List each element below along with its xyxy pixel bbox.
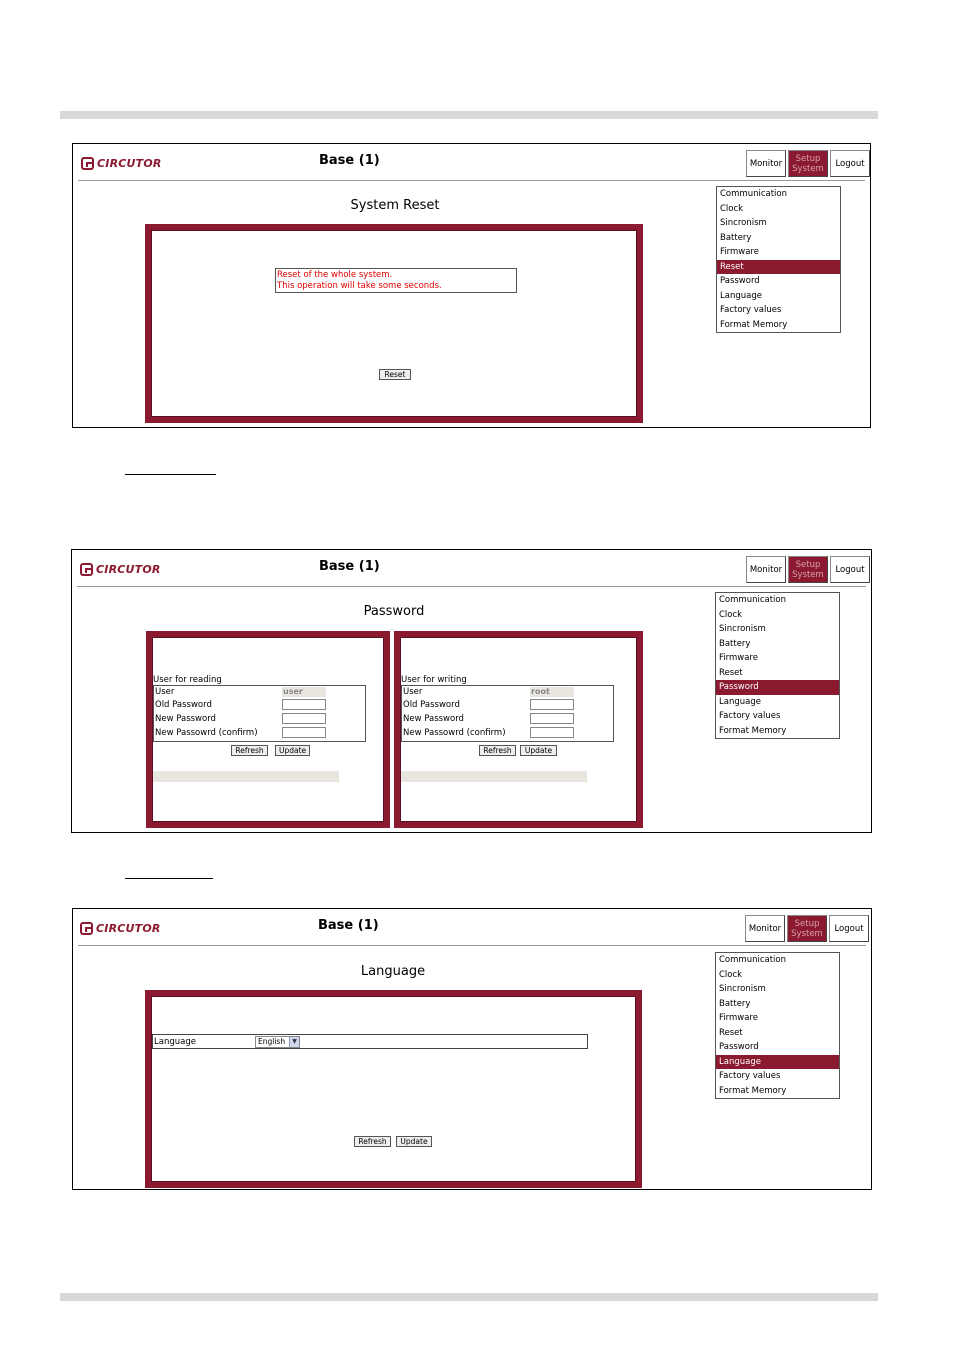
user-value: root — [530, 687, 574, 697]
setup-menu — [715, 952, 840, 1099]
menu-item-communication[interactable]: Communication — [719, 955, 786, 965]
message-line: This operation will take some seconds. — [277, 281, 442, 291]
old-password-label: Old Password — [403, 700, 460, 710]
setup-system-button[interactable]: Setup System — [788, 556, 828, 583]
menu-item-firmware[interactable]: Firmware — [719, 1013, 758, 1023]
user-label: User — [403, 687, 423, 697]
menu-item-password[interactable]: Password — [720, 276, 760, 286]
refresh-button[interactable]: Refresh — [231, 745, 268, 756]
language-label: Language — [154, 1037, 196, 1047]
confirm-password-label: New Passowrd (confirm) — [403, 728, 506, 738]
menu-item-sincronism[interactable]: Sincronism — [719, 984, 766, 994]
monitor-button[interactable]: Monitor — [746, 556, 786, 583]
menu-item-reset[interactable]: Reset — [719, 667, 743, 678]
page-title: Language — [360, 964, 426, 979]
menu-item-format-memory[interactable]: Format Memory — [720, 319, 788, 330]
setup-system-button[interactable]: Setup System — [788, 150, 828, 177]
menu-item-clock[interactable]: Clock — [719, 969, 743, 980]
menu-item-battery[interactable]: Battery — [719, 638, 751, 649]
old-password-input[interactable] — [530, 699, 574, 710]
language-select[interactable] — [255, 1036, 300, 1048]
logout-button[interactable]: Logout — [830, 556, 870, 583]
menu-item-reset[interactable]: Reset — [719, 1027, 743, 1038]
menu-item-reset[interactable]: Reset — [717, 260, 840, 275]
setup-menu — [715, 592, 840, 739]
menu-item-sincronism[interactable]: Sincronism — [719, 624, 766, 634]
update-button[interactable]: Update — [396, 1136, 432, 1147]
monitor-button[interactable]: Monitor — [745, 915, 785, 942]
confirm-password-input[interactable] — [530, 727, 574, 738]
menu-item-factory-values[interactable]: Factory values — [719, 1071, 781, 1081]
menu-item-language[interactable]: Language — [719, 696, 761, 707]
circutor-logo[interactable]: CIRCUTOR — [80, 563, 161, 576]
circutor-logo[interactable]: CIRCUTOR — [81, 157, 162, 170]
message-line: Reset of the whole system. — [277, 270, 393, 280]
menu-item-communication[interactable]: Communication — [720, 189, 787, 199]
page-header-rule — [60, 111, 878, 119]
update-button[interactable]: Update — [275, 745, 310, 756]
language-screen — [72, 908, 872, 1190]
menu-item-factory-values[interactable]: Factory values — [720, 305, 782, 315]
new-password-input[interactable] — [530, 713, 574, 724]
menu-item-language[interactable]: Language — [720, 290, 762, 301]
reset-warning-message — [275, 268, 517, 293]
refresh-button[interactable]: Refresh — [354, 1136, 391, 1147]
writing-password-table — [401, 685, 614, 742]
old-password-label: Old Password — [155, 700, 212, 710]
setup-system-button[interactable]: Setup System — [787, 915, 827, 942]
menu-item-battery[interactable]: Battery — [720, 232, 752, 243]
circutor-logo[interactable]: CIRCUTOR — [80, 922, 161, 935]
logout-button[interactable]: Logout — [830, 150, 870, 177]
confirm-password-input[interactable] — [282, 727, 326, 738]
old-password-input[interactable] — [282, 699, 326, 710]
menu-item-firmware[interactable]: Firmware — [719, 653, 758, 663]
menu-item-clock[interactable]: Clock — [719, 609, 743, 620]
language-row — [152, 1034, 588, 1049]
monitor-button[interactable]: Monitor — [746, 150, 786, 177]
chevron-down-icon[interactable]: ▼ — [289, 1037, 299, 1047]
menu-item-password[interactable]: Password — [719, 1042, 759, 1052]
page-footer-rule — [60, 1293, 878, 1301]
circutor-logo-icon — [80, 563, 93, 576]
refresh-button[interactable]: Refresh — [479, 745, 516, 756]
password-screen — [71, 549, 872, 833]
device-title: Base (1) — [318, 918, 379, 933]
user-value: user — [282, 687, 326, 697]
new-password-label: New Password — [155, 714, 216, 724]
reset-screen — [72, 143, 871, 428]
update-button[interactable]: Update — [520, 745, 557, 756]
status-bar — [153, 771, 339, 782]
circutor-logo-icon — [80, 922, 93, 935]
new-password-label: New Password — [403, 714, 464, 724]
page-title: Password — [363, 604, 425, 619]
user-label: User — [155, 687, 175, 697]
confirm-password-label: New Passowrd (confirm) — [155, 728, 258, 738]
menu-item-battery[interactable]: Battery — [719, 998, 751, 1009]
menu-item-factory-values[interactable]: Factory values — [719, 711, 781, 721]
new-password-input[interactable] — [282, 713, 326, 724]
device-title: Base (1) — [319, 559, 380, 574]
top-nav — [746, 150, 872, 177]
header-divider — [77, 586, 866, 587]
reading-user-frame — [146, 631, 390, 828]
menu-item-language[interactable]: Language — [716, 1055, 839, 1070]
circutor-logo-icon — [81, 157, 94, 170]
menu-item-firmware[interactable]: Firmware — [720, 247, 759, 257]
menu-item-clock[interactable]: Clock — [720, 203, 744, 214]
writing-user-frame — [394, 631, 643, 828]
section-underline-mark — [125, 474, 216, 475]
reset-button[interactable]: Reset — [379, 369, 411, 380]
content-frame — [145, 224, 643, 423]
logout-button[interactable]: Logout — [829, 915, 869, 942]
header-divider — [78, 945, 866, 946]
menu-item-format-memory[interactable]: Format Memory — [719, 725, 787, 736]
reading-section-title: User for reading — [153, 675, 222, 685]
top-nav — [746, 556, 872, 583]
menu-item-communication[interactable]: Communication — [719, 595, 786, 605]
writing-section-title: User for writing — [401, 675, 467, 685]
setup-menu — [716, 186, 841, 333]
top-nav — [745, 915, 871, 942]
status-bar — [401, 771, 587, 782]
language-select-value: English — [258, 1037, 286, 1046]
menu-item-sincronism[interactable]: Sincronism — [720, 218, 767, 228]
menu-item-format-memory[interactable]: Format Memory — [719, 1085, 787, 1096]
menu-item-password[interactable]: Password — [716, 680, 839, 695]
reading-password-table — [153, 685, 366, 742]
content-frame — [145, 990, 642, 1188]
page-title: System Reset — [350, 198, 440, 213]
device-title: Base (1) — [319, 153, 380, 168]
section-underline-mark — [125, 878, 213, 879]
header-divider — [78, 180, 865, 181]
